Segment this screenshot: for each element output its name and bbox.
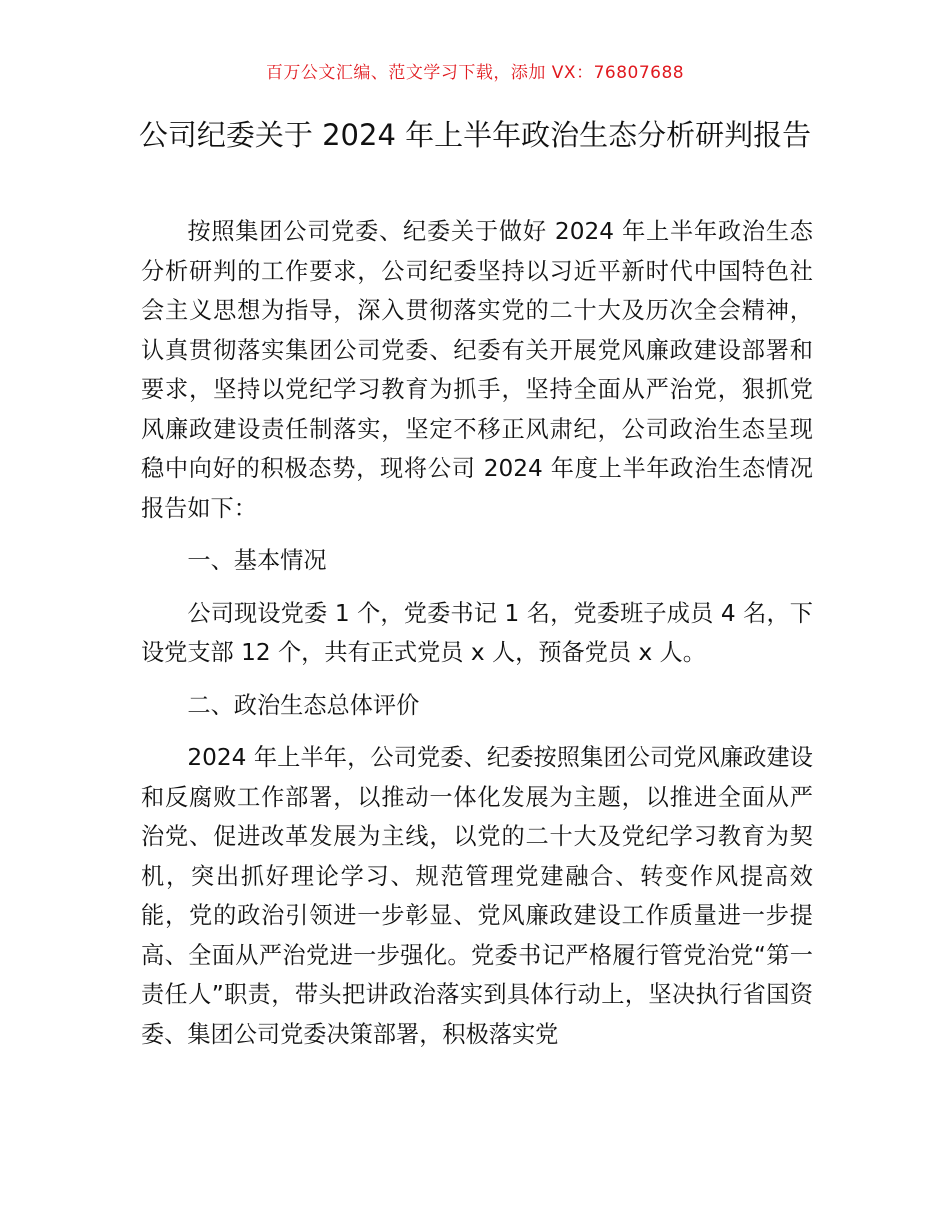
section-heading-basic-situation: 一、基本情况 [187,547,327,574]
section-heading-overall-evaluation: 二、政治生态总体评价 [187,691,420,719]
overall-evaluation-paragraph: 2024 年上半年，公司党委、纪委按照集团公司党风廉政建设和反腐败工作部署，以推动一体化发展为主题，以推进全面从严治党、促进改革发展为主线，以党的二十大及党纪学习教育为契机，突出抓好理论学习、规范管理党建融合、转变作风提高效能，党的政治引领进一步彰显、党风廉政建设工作质量进一步提高、全面从严治党进一步强化。党委书记严格履行管党治党“第一责任人”职责，带头把讲政治落实到具体行动上，坚决执行省国资委、集团公司党委决策部署，积极落实党 [141,744,813,1048]
basic-situation-paragraph: 公司现设党委 1 个，党委书记 1 名，党委班子成员 4 名，下设党支部 12 个，共有正式党员 x 人，预备党员 x 人。 [141,599,813,666]
header-watermark-note: 百万公文汇编、范文学习下载，添加 VX：76807688 [265,63,685,83]
document-title: 公司纪委关于 2024 年上半年政治生态分析研判报告 [138,118,812,152]
intro-paragraph: 按照集团公司党委、纪委关于做好 2024 年上半年政治生态分析研判的工作要求，公司纪委坚持以习近平新时代中国特色社会主义思想为指导，深入贯彻落实党的二十大及历次全会精神，认真贯彻落实集团公司党委、纪委有关开展党风廉政建设部署和要求，坚持以党纪学习教育为抓手，坚持全面从严治党，狠抓党风廉政建设责任制落实，坚定不移正风肃纪，公司政治生态呈现稳中向好的积极态势，现将公司 2024 年度上半年政治生态情况报告如下： [141,218,813,522]
document-body [141,212,813,1054]
